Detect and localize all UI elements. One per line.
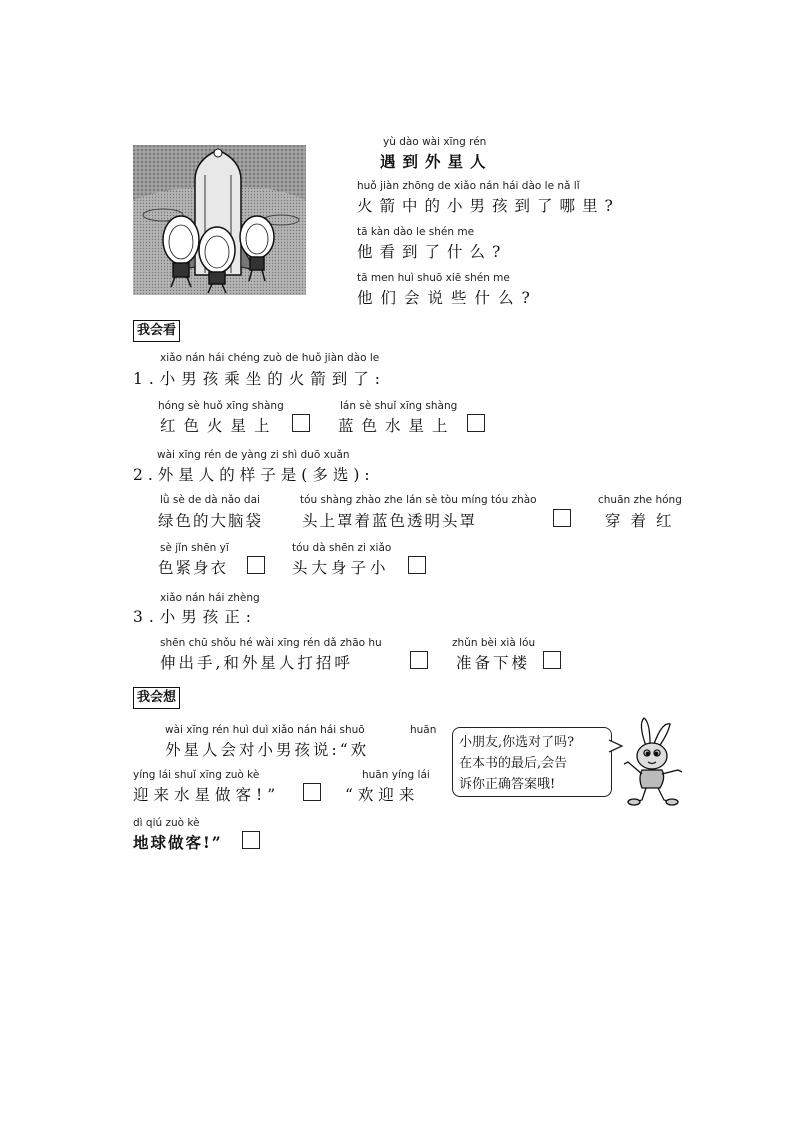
q1-option-a-checkbox[interactable]: [292, 414, 310, 432]
rabbit-mascot-icon: [618, 716, 686, 808]
q3-option-b: 准备下楼: [456, 654, 531, 672]
page-title: 遇到外星人: [380, 152, 493, 171]
q1-pinyin: xiǎo nán hái chéng zuò de huǒ jiàn dào le: [160, 352, 380, 364]
think-option-b-part2: 地球做客!”: [133, 833, 223, 852]
section-tag-look: 我会看: [133, 320, 180, 342]
header-question-1-pinyin: huǒ jiàn zhōng de xiǎo nán hái dào le nǎ lǐ: [357, 180, 580, 192]
q1-option-a: 红色火星上: [160, 417, 278, 435]
q3-option-a-pinyin: shēn chū shǒu hé wài xīng rén dǎ zhāo hu: [160, 637, 382, 649]
q2-text: 2.外星人的样子是(多选):: [133, 466, 375, 484]
q2-option-c-part1: 穿着红: [605, 512, 682, 530]
q2-option-c-part2-pinyin: sè jǐn shēn yī: [160, 542, 229, 554]
q1-option-b-checkbox[interactable]: [467, 414, 485, 432]
think-line-1: 外星人会对小男孩说:“欢: [165, 741, 370, 759]
q2-option-d: 头大身子小: [292, 559, 390, 577]
q2-option-d-pinyin: tóu dà shēn zi xiǎo: [292, 542, 392, 554]
think-line-2b-pinyin: huān yíng lái: [362, 769, 430, 781]
header-question-2-pinyin: tā kàn dào le shén me: [357, 226, 475, 238]
think-option-b-checkbox[interactable]: [242, 831, 260, 849]
think-line-1-pinyin: wài xīng rén huì duì xiǎo nán hái shuō: [165, 724, 365, 736]
q2-option-b-pinyin: tóu shàng zhào zhe lán sè tòu míng tóu zhào: [300, 494, 537, 506]
rocket-alien-illustration: [133, 145, 306, 295]
q2-option-b-checkbox[interactable]: [553, 509, 571, 527]
q3-option-b-pinyin: zhǔn bèi xià lóu: [452, 637, 536, 649]
q1-option-b-pinyin: lán sè shuǐ xīng shàng: [340, 400, 458, 412]
q3-option-a: 伸出手,和外星人打招呼: [160, 654, 353, 672]
bubble-line-3: 诉你正确答案哦!: [459, 777, 556, 792]
header-question-3-pinyin: tā men huì shuō xiē shén me: [357, 272, 510, 284]
header-question-1: 火箭中的小男孩到了哪里?: [357, 197, 620, 215]
q2-option-c-part2: 色紧身衣: [158, 559, 229, 577]
q2-option-d-checkbox[interactable]: [408, 556, 426, 574]
q1-option-a-pinyin: hóng sè huǒ xīng shàng: [158, 400, 284, 412]
q2-option-b: 头上罩着蓝色透明头罩: [302, 512, 478, 530]
q2-option-a: 绿色的大脑袋: [158, 512, 264, 530]
q2-option-a-pinyin: lǜ sè de dà nǎo dai: [160, 494, 260, 506]
think-line-1-end-pinyin: huān: [410, 724, 437, 736]
think-line-2-pinyin: yíng lái shuǐ xīng zuò kè: [133, 769, 260, 781]
hint-speech-bubble: [452, 727, 612, 797]
header-question-3: 他们会说些什么?: [357, 289, 538, 307]
q3-pinyin: xiǎo nán hái zhèng: [160, 592, 260, 604]
q2-option-c-pinyin: chuān zhe hóng: [598, 494, 682, 506]
think-option-a: 迎来水星做客!”: [133, 786, 281, 804]
think-option-b-part1: “欢迎来: [345, 786, 420, 804]
q2-pinyin: wài xīng rén de yàng zi shì duō xuǎn: [157, 449, 350, 461]
title-pinyin: yù dào wài xīng rén: [383, 136, 487, 148]
section-tag-think: 我会想: [133, 687, 180, 709]
q3-text: 3.小男孩正:: [133, 608, 258, 626]
header-question-2: 他看到了什么?: [357, 243, 508, 261]
bubble-line-2: 在本书的最后,会告: [459, 756, 568, 771]
q2-option-c-checkbox[interactable]: [247, 556, 265, 574]
q3-option-b-checkbox[interactable]: [543, 651, 561, 669]
bubble-line-1: 小朋友,你选对了吗?: [459, 735, 575, 750]
think-line-3-pinyin: dì qiú zuò kè: [133, 817, 200, 829]
think-option-a-checkbox[interactable]: [303, 783, 321, 801]
q3-option-a-checkbox[interactable]: [410, 651, 428, 669]
q1-option-b: 蓝色水星上: [338, 417, 456, 435]
q1-text: 1.小男孩乘坐的火箭到了:: [133, 370, 387, 388]
